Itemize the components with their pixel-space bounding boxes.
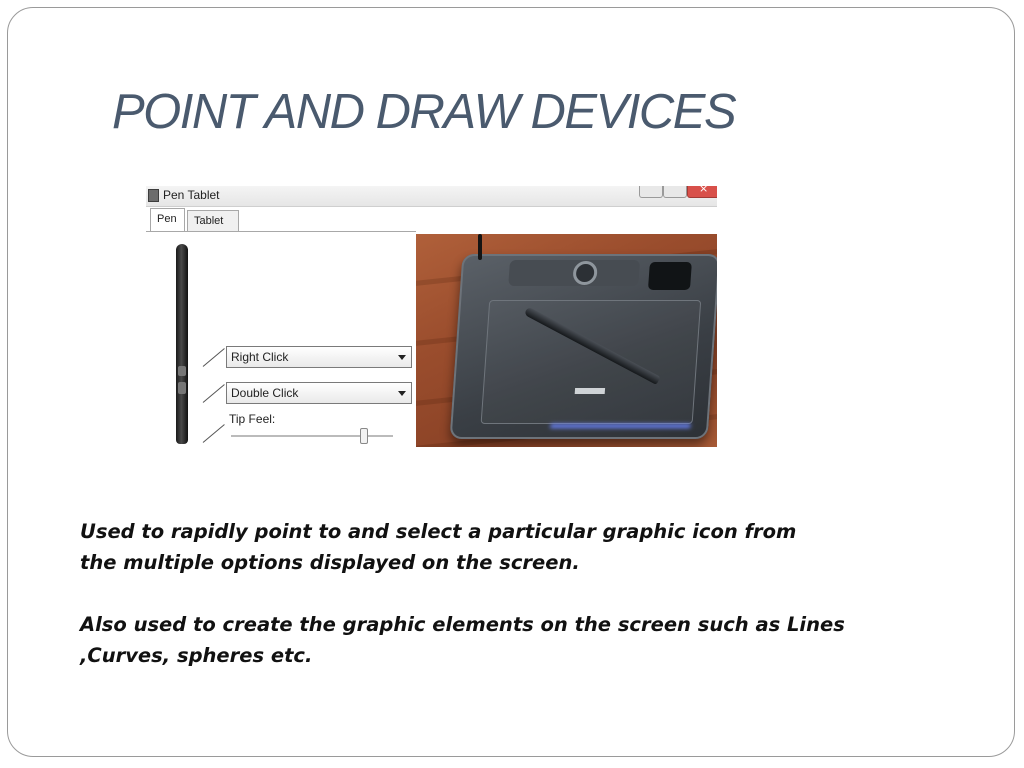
close-icon	[687, 186, 717, 198]
stylus-lower-button	[178, 382, 186, 394]
description-paragraph-2	[80, 609, 940, 671]
lower-button-dropdown	[226, 382, 412, 404]
lower-button-dropdown-value: Double Click	[231, 386, 299, 400]
pen-tablet-photo	[146, 186, 717, 447]
pen-tablet-app-icon	[148, 189, 159, 202]
tip-feel-slider-track	[231, 435, 393, 437]
chevron-down-icon	[398, 355, 406, 360]
slide-title: POINT AND DRAW DEVICES	[112, 85, 736, 139]
tablet-display	[648, 262, 692, 290]
maximize-icon	[663, 186, 687, 198]
upper-button-dropdown	[226, 346, 412, 368]
leader-line	[203, 424, 225, 443]
tablet-led-glow	[550, 424, 690, 428]
paragraph-line: the multiple options displayed on the screen.	[80, 551, 580, 574]
paragraph-line: ,Curves, spheres etc.	[80, 644, 313, 667]
window-titlebar	[146, 186, 717, 207]
tab-tablet: Tablet	[187, 210, 239, 231]
tablet-active-area	[481, 300, 702, 424]
tip-feel-slider-thumb	[360, 428, 368, 444]
tip-feel-label: Tip Feel:	[229, 412, 276, 426]
paragraph-line: Used to rapidly point to and select a particular graphic icon from	[80, 520, 797, 543]
upper-button-dropdown-value: Right Click	[231, 350, 289, 364]
chevron-down-icon	[398, 391, 406, 396]
tab-pen: Pen	[150, 208, 185, 231]
stylus-icon	[176, 244, 188, 444]
paragraph-line: Also used to create the graphic elements on the screen such as Lines	[80, 613, 845, 636]
leader-line	[203, 384, 225, 403]
description-paragraph-1	[80, 516, 940, 578]
window-title: Pen Tablet	[163, 188, 220, 202]
stylus-upper-button	[178, 366, 186, 376]
tab-divider	[146, 231, 416, 232]
minimize-icon	[639, 186, 663, 198]
tablet-cable	[478, 234, 482, 260]
leader-line	[203, 348, 225, 367]
graphics-tablet-photo	[416, 234, 717, 447]
tablet-logo	[575, 388, 605, 394]
